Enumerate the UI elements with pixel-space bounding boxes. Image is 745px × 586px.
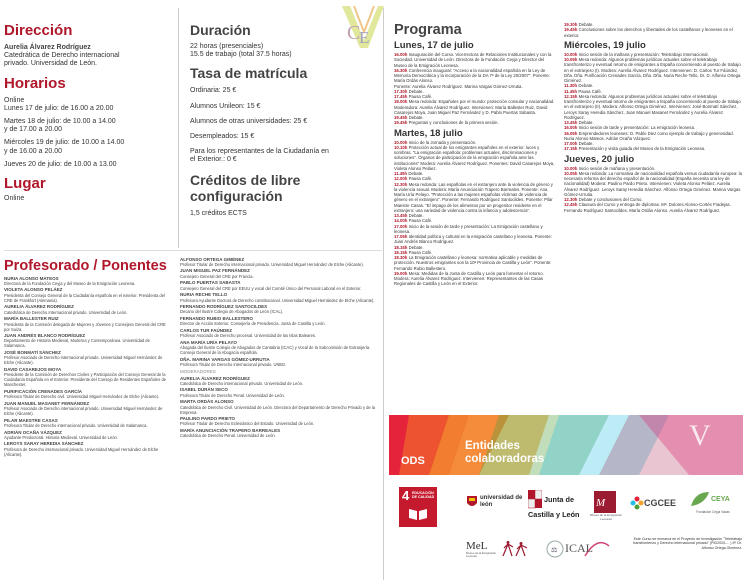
schedule-text: Mesa redonda: Las españolas en el extranjero ante la violencia de género y la violencia sexual. Modera: María Anunciación Trapero Barreales. Ponente: Ana María Uría Pelayo. "Protección a las mujeres españolas víctimas de violencia de género en el extranjero". Ponente: Fernando Rodríguez Santocildes. Ponente: Pilar Maestre Casas. "El impago de los alimentos por un progenitor residente en el extranjero: una variedad de violencia contra la infancia y adolescencia". (394, 181, 553, 213)
schedule-time: 19.45h (394, 115, 408, 120)
horario-item: Jueves 20 de julio: de 10.00 a 13.00 (4, 160, 117, 168)
schedule-text: Debate. (578, 22, 594, 27)
profesor-name: PURIFICACIÓN CRENADES GARCÍA (4, 388, 83, 394)
schedule-item (394, 99, 556, 115)
matricula-item: Alumnos Unileon: 15 € (190, 102, 261, 110)
profesor-description: Profesor Asociado de Derecho procesal. Universidad de las Islas Baleares. (180, 333, 317, 339)
profesor-description: Profesora Titular de Derecho internacional privado. UNED. (180, 362, 287, 368)
profesorado-col1 (4, 274, 172, 457)
schedule-item (394, 68, 556, 84)
profesor-description: Profesora Titular de Derecho internacional privado. Universidad de Salamanca. (4, 422, 148, 428)
schedule-text: Debate. (408, 171, 424, 176)
schedule-item (394, 234, 556, 245)
schedule-time: 12.45h (564, 202, 578, 208)
day-heading: Jueves, 20 julio (564, 153, 635, 165)
ical-text: ICAL (565, 541, 593, 555)
schedule-text: Clausura del Curso y entrega de diplomas. Mª. Dolores Alonso-Cortés Fradejas. Fernando Rodríguez Santocildes. María Ordás Alonso. Aurelia Álvarez Rodríguez. (564, 202, 731, 213)
profesorado-col2 (180, 255, 380, 438)
schedule-item (394, 224, 556, 235)
schedule-text: Pausa Café. (408, 94, 433, 99)
schedule-text: Mesa redonda: Españoles por el mundo: protección consular y nacionalidad. Moderadora: Aurelia Álvarez Rodríguez. Intervienen: María Ballester Ruiz, David Casarejos Moya, Juan Miguel Paz Fernández y D. Pablo Puertas Sabasta. (394, 99, 555, 115)
schedule-text: Debate. (408, 244, 424, 250)
schedule-text: Debate y conclusiones del Curso. (578, 197, 643, 202)
horario-item: y de 16.00 a 20.00 (4, 147, 62, 155)
schedule-time: 10.05h (564, 57, 578, 62)
schedule-text: Debate. (408, 213, 424, 218)
schedule-time: 10.00h (394, 139, 408, 145)
profesor-name: ANA MARÍA URÍA PELAYO (180, 339, 237, 345)
profesor-description: Presidenta de la Comisión delegada de Mujeres y Jóvenes y Consejera General del CRE por Suiza. (4, 321, 166, 332)
jcyl-line1: Junta de (544, 495, 575, 504)
footer-note: Este Curso se enmarca en el Proyecto de Investigación "Teletrabajo transfronterizo y Derecho internacional privado" (PID2020-... ) IP. Dr. Alfonso Ortega Giménez. (633, 537, 742, 550)
schedule-time: 18.00h (394, 99, 408, 105)
schedule-time: 12.30h (394, 181, 408, 187)
profesor-name: ALFONSO ORTEGA GIMÉNEZ (180, 256, 245, 262)
profesor-name: PABLO PUERTAS SABASTA (180, 280, 241, 286)
moe-logo (593, 490, 617, 514)
matricula-item: Ordinaria: 25 € (190, 87, 237, 95)
profesor-description: Presidenta del Consejo General de la Ciudadanía española en el exterior. Presidenta del CRE de Frankfort (Alemania). (4, 292, 165, 303)
schedule-time: 16.00h (394, 52, 408, 57)
schedule-item (564, 171, 742, 197)
profesorado-title: Profesorado / Ponentes (4, 258, 167, 274)
mel-text: MeL (466, 540, 488, 552)
profesor-name: NURIA RECHE TELLO (180, 292, 228, 298)
direccion-line: Catedrática de Derecho internacional (4, 52, 120, 60)
schedule-time: 10.05h (564, 170, 578, 176)
schedule-text: Inicio sesión de mañana y presentación. (578, 165, 656, 171)
profesor-name: PILAR MAESTRE CASAS (4, 417, 58, 423)
schedule-time: 12.00h (394, 176, 408, 182)
schedule-text: Debate. (578, 83, 594, 89)
banner-logo-v: V (689, 419, 711, 452)
schedule-time: 17.00h (564, 141, 578, 146)
ods-banner (389, 415, 743, 475)
schedule-item (394, 52, 556, 68)
profesor-description: Catedrática de Derecho Penal. Universidad de León. (180, 433, 276, 439)
mel-logo (466, 540, 500, 566)
profesor-name: JUAN MIGUEL PAZ FERNÁNDEZ (180, 268, 250, 274)
schedule-item (564, 146, 742, 151)
profesor-name: LEROYS SARAY HEREDIA SÁNCHEZ (4, 441, 84, 447)
schedule-time: 18.30h (394, 255, 408, 260)
schedule-text: Mesa redonda: Algunos problemas jurídicos actuales sobre el teletrabajo transfronterizo y eventual retorno de emigrantes a España concerniendo al puesto de trabajo en el extranjero (II). Modera: Alfonso Ortega Giménez. Intervienen: José Bonmatí Sánchez, Leroys Saray Heredia Sánchez, Juan Manuel Masanet Fernández y Aurelia Álvarez Rodríguez. (564, 93, 741, 120)
divider-left (178, 8, 179, 248)
profesor-name: MARTA ORDÁS ALONSO (180, 399, 234, 405)
entidades-line2: colaboradoras (465, 453, 545, 465)
schedule-text: Protección actual de los emigrantes españoles en el exterior: luces y sombras. "La emigración española: problemas actuales, discriminaciones y soluciones". Órganos de participación de la emigración española ante las instituciones" Modera: Aurelia Álvarez Rodríguez. Ponentes: David Casarejos Moya, Violeta Alonso Peláez. (394, 144, 555, 171)
horario-item: Lunes 17 de julio: de 16.00 a 20.00 (4, 104, 114, 112)
profesor-name: FERNANDO RODRÍGUEZ SANTOCILDES (180, 304, 268, 310)
profesor-description: Catedrática de Derecho internacional privado. Universidad de León. (180, 380, 304, 386)
schedule-time: 18.15h (394, 244, 408, 250)
profesor-description: Directora de la Fundación Ceyja y del Museo de la Emigración Leonesa. (4, 280, 136, 286)
profesor-name: CARLOS TUR FAÚNDEZ (180, 327, 232, 333)
sdg-text: EDUCACIÓN DE CALIDAD (412, 491, 435, 499)
schedule-time: 18.15h (394, 249, 408, 255)
profesor-name: AURELIA ÁLVAREZ RODRÍGUEZ (180, 375, 250, 381)
profesor-description: Catedrática de Derecho Civil. Universidad de León. Directora del Departamento de Derecho Privado y de la Empresa. (180, 404, 376, 415)
horarios-title: Horarios (4, 74, 66, 92)
divider-horizontal (4, 250, 382, 251)
schedule-text: Inauguración del Curso. Vicerrectora de Relaciones Institucionales y con la Sociedad. Universidad de León. Directora de la Fundación Ceyja y Director del Museo de la Emigración Leonesa. (394, 52, 552, 68)
schedule-time: 16.30h (394, 67, 408, 73)
profesor-description: Profesor Asociado de Derecho internacional privado. Universidad Miguel Hernández de Elche (Alicante). (4, 355, 163, 366)
profesor-description: Departamento de Historia Medieval, Moderna y Contemporánea. Universidad de Salamanca. (4, 338, 150, 349)
profesor-description: Consejero General del CRE por EEUU y vocal del Comité Único del Personal Laboral en el Exterior. (180, 285, 362, 291)
matricula-item: Desempleados: 15 € (190, 133, 255, 141)
profesor-name: VIOLETA ALONSO PELÁEZ (4, 287, 63, 293)
matricula-item: Alumnos de otras universidades: 25 € (190, 117, 308, 125)
cgcee-text: CGCEE (644, 498, 677, 508)
schedule-time: 11.45h (564, 88, 578, 94)
schedule-time: 19.45h (564, 27, 578, 33)
schedule-time: 11.30h (564, 83, 578, 89)
lugar-title: Lugar (4, 175, 46, 193)
schedule-item (564, 27, 742, 38)
direccion-title: Dirección (4, 22, 73, 39)
schedule-time: 19.45h (394, 120, 408, 126)
lugar-value: Online (4, 195, 25, 203)
profesor-description: Profesor Titular de Derecho internacional privado. Universidad Miguel Hernández de Elche (Alicante). (180, 261, 364, 267)
schedule-time: 17.45h (394, 94, 408, 99)
coat-of-arms-icon (528, 490, 542, 510)
horario-item: Martes 18 de julio: de 10.00 a 14.00 (4, 118, 116, 126)
schedule-time: 12.15h (564, 93, 578, 99)
schedule-time: 17.00h (394, 223, 408, 229)
profesor-name: FERNANDO RUBIO BALLESTERO (180, 316, 253, 322)
profesor-description: Ayudante Predoctoral. Historia Medieval. Universidad de León. (4, 434, 118, 440)
schedule-text: Inicio sesión de tarde y presentación: La emigración leonesa. (578, 125, 696, 131)
schedule-text: Debate. (578, 120, 594, 125)
profesor-description: Profesora Titular de Derecho Penal. Universidad de León. (180, 392, 285, 398)
profesor-name: MARÍA BALLESTER RUIZ (4, 316, 59, 322)
duracion-line: 22 horas (presenciales) (190, 43, 264, 50)
cgcee-logo (630, 494, 680, 514)
svg-text:M: M (596, 497, 606, 509)
schedule-item (564, 57, 742, 83)
matricula-title: Tasa de matrícula (190, 65, 308, 82)
schedule-time: 14.00h (394, 218, 408, 224)
schedule-time: 19.30h (564, 22, 578, 27)
leaf-icon (689, 490, 711, 508)
schedule-time: 19.00h (394, 270, 408, 276)
day-heading: Martes, 18 julio (394, 127, 463, 139)
direccion-name: Aurelia Álvarez Rodríguez (4, 44, 91, 51)
creditos-title: Créditos de libre (190, 171, 301, 188)
schedule-text: Inicio de la Jornada y presentación. (408, 139, 477, 145)
profesor-name: DAVID CASAREJOS MOYA (4, 366, 62, 372)
day-heading: Miércoles, 19 julio (564, 39, 646, 51)
logo-c: C (347, 22, 361, 44)
profesor-description: Abogada del Ilustre Colegio de Abogados de Cantabria (ICAC) y Vocal de la Subcomisión de Extranjería. Consejo General de la Abogacía española. (180, 345, 371, 356)
profesor-description: Profesora Titular de Derecho civil. Universidad Miguel Hernández de Elche (Alicante). (4, 394, 160, 400)
profesor-description: Consejero General del CRE por Francia. (180, 273, 254, 279)
schedule-text: Debate. (408, 115, 424, 120)
schedule-text: Pausa Café. (408, 218, 433, 224)
profesor-description: Catedrática de Derecho Internacional privado. Universidad de León. (4, 309, 128, 315)
schedule-item (394, 182, 556, 214)
ceya-text: CEYA (711, 496, 730, 503)
profesor-name: JUAN MANUEL MASANET FERNÁNDEZ (4, 400, 90, 406)
schedule-time: 17.30h (394, 88, 408, 94)
schedule-text: La Emigración castellano y leonesa: normativa aplicable y medidas de protección. Nuestros emigrantes son la 10ª Provincia de Castilla y León". Ponente: Fernando Rubio Ballestero. (394, 255, 552, 271)
sdg4-logo (399, 487, 437, 527)
schedule-time: 17.05h (394, 234, 408, 239)
ceya-sub: Fundación Ceyja Vacas (696, 510, 730, 514)
sdg-number: 4 (402, 488, 410, 503)
shield-icon (466, 495, 478, 509)
jcyl-logo (528, 490, 584, 524)
schedule-time: 13.45h (564, 120, 578, 125)
schedule-time: 13.45h (394, 213, 408, 218)
profesor-name: NURIA ALONSO MATEOS (4, 275, 59, 281)
profesor-name: JOSÉ BONMATÍ SÁNCHEZ (4, 350, 61, 356)
schedule-text: Inicio sesión de la mañana y presentación: Teletrabajo internacional. (578, 51, 709, 57)
schedule-time: 11.45h (394, 171, 408, 176)
profesor-description: Profesora de Derecho internacional privado. Universidad Miguel Hernández de Elche (Alicante). (4, 446, 159, 457)
schedule-time: 10.00h (564, 51, 578, 57)
profesor-description: Profesor Asociado de Derecho internacional privado. Universidad Miguel Hernández de Elche (Alicante). (4, 406, 163, 417)
divider-mid (383, 8, 384, 580)
profesor-name: ADRIÁN OCAÑA VÁZQUEZ (4, 429, 62, 435)
schedule-text: Conclusiones sobre los derechos y libertades de los castellanos y leoneses en el exterior. (564, 27, 733, 38)
horario-item: y de 17.00 a 20.00 (4, 126, 62, 134)
schedule-item (394, 120, 556, 125)
unileon-text: universidad de león (480, 495, 523, 508)
unileon-logo (466, 492, 526, 514)
direccion-section (4, 22, 174, 203)
profesor-name: JUAN ANDRÉS BLANCO RODRÍGUEZ (4, 333, 86, 339)
programa-left (394, 38, 556, 287)
moderadores-label: MODERADORES (180, 368, 216, 374)
mel-sub: Museo de la Emigración Leonesa (466, 551, 497, 559)
schedule-text: Debate. (408, 88, 424, 94)
schedule-text: Conferencia inaugural: "Acceso a la nacionalidad española en la Ley de Memoria Democrática y la incorporación de la DA 7ª de la Ley 20/2007". Ponente: María Ordás Alonso. (394, 67, 550, 84)
book-icon (408, 507, 428, 521)
schedule-text: Debate. (578, 141, 594, 146)
schedule-time: 10.00h (564, 165, 578, 171)
ods-label: ODS (401, 455, 425, 467)
schedule-text: Mesa redonda: Algunos problemas jurídicos actuales sobre el teletrabajo transfronterizo y eventual retorno de emigrantes a España concerniendo al puesto de trabajo en el extranjero (I). Modera: Aurelia Álvarez Rodríguez. Intervienen: D. Carlos Tur Fáúndez, Dña. Dña. Purificación Crenades García, Dña. Dña. Nuria Reche Tello, Dr. D. Alfonso Ortega Giménez. (564, 57, 741, 83)
schedule-time: 16.00h (564, 125, 578, 131)
entidades-line1: Entidades (465, 440, 520, 452)
entidades-label (465, 440, 544, 466)
ceya-logo (685, 490, 741, 524)
duracion-line: 15.5 de trabajo (total 37.5 horas) (190, 51, 292, 59)
schedule-text: Emprendedores leoneses: D. Pablo Diez como ejemplo de trabajo y generosidad. Nuria Alonso Mateos. Adrián Ocaña Vázquez. (564, 130, 734, 141)
moe-caption: Museo de la Emigración Leonesa (589, 513, 623, 521)
schedule-item (564, 94, 742, 120)
schedule-text: Preguntas y conclusiones de la primera sesión. (408, 120, 499, 126)
schedule-item (564, 131, 742, 142)
profesor-name: PAULINO PARDO PRIETO (180, 416, 236, 422)
svg-text:⚖: ⚖ (551, 547, 558, 554)
profesor-name: MARÍA ANUNCIACIÓN TRAPERO BARREALES (180, 428, 281, 434)
duracion-title: Duración (190, 22, 251, 38)
programa-right (564, 22, 742, 213)
ical-logo (545, 538, 613, 560)
schedule-text: Mesa: Medidas de la Junta de Castilla y León para fomentar el retorno. Modera: Aurelia Álvarez Rodríguez. Intervienen: Representantes de las Casas Regionales de Castilla y León en el Exterior. (394, 270, 544, 287)
programa-title: Programa (394, 22, 462, 38)
schedule-text: Identidad política y cultural en la emigración castellano y leonesa. Ponente: Juan Andrés Blanco Rodríguez. (394, 234, 552, 245)
schedule-text: Pausa Café. (408, 176, 433, 182)
schedule-text: Presentación y visita guiada del Museo de la Emigración Leonesa. (578, 146, 706, 152)
profesor-name: AURELIA ÁLVAREZ RODRÍGUEZ (4, 304, 74, 310)
cev-logo (340, 2, 390, 54)
day-heading: Lunes, 17 de julio (394, 40, 474, 51)
creditos-title: configuración (190, 187, 283, 204)
schedule-text: Pausa Café. (578, 88, 602, 94)
matricula-item: el Exterior.: 0 € (190, 156, 237, 164)
schedule-item (564, 202, 742, 213)
profesor-description: Director de Acción Exterior. Consejería de Presidencia. Junta de Castilla y León. (180, 321, 326, 327)
figures-logo (500, 540, 530, 558)
profesor-description: Presidente de la Comisión de Derechos Civiles y Participación del Consejo General de la Ciudadanía Española en el Exterior. Presidente del Consejo de Residentes Españoles de Manchester. (4, 372, 167, 388)
direccion-line: privado. Universidad de León. (4, 60, 98, 68)
schedule-text: Pausa Café. (408, 249, 433, 255)
profesor-name: ISABEL DURÁN SECO (180, 387, 228, 393)
schedule-item (394, 255, 556, 271)
schedule-time: 16.05h (564, 130, 578, 136)
schedule-item (394, 271, 556, 287)
profesor-description: Decano del Ilustre Colegio de Abogados de León (ICAL). (180, 309, 284, 315)
creditos-value: 1,5 créditos ECTS (190, 209, 247, 217)
schedule-time: 17.15h (564, 146, 578, 152)
profesor-description: Profesor Titular de Derecho Eclesiástico del Estado. Universidad de León. (180, 421, 315, 427)
horario-item: Online (4, 96, 25, 104)
schedule-time: 10.10h (394, 144, 408, 150)
profesor-name: DÑA. MARINA VARGAS GÓMEZ-URRUTIA (180, 356, 270, 362)
jcyl-text (544, 496, 584, 504)
schedule-text: Ponente: Aurelia Álvarez Rodríguez. Marina Vargas Gómez-Urrutia. (394, 83, 523, 89)
horario-item: Miércoles 19 de julio: de 10.00 a 14.00 (4, 139, 125, 147)
schedule-item (394, 145, 556, 171)
schedule-text: Mesa redonda: La normativa de nacionalidad española versus ciudadanía europea: la necesaria reforma del derecho español de la nacionalidad (España necesita una ley de nacionalidad) Modera: Paulino Pardo Prieto. Intervienen: Violeta Alonso Peláez. Aurelia Álvarez Rodríguez. Leroys Saray Heredia Sánchez. Alfonso Ortega Giménez. Marina Vargas Gómez-Urrutia. (564, 170, 742, 197)
schedule-time: 12.30h (564, 197, 578, 202)
profesor-description: Profesora Ayudante Doctora de Derecho constitucional. Universidad Miguel Hernández de Elche (Alicante). (180, 297, 375, 303)
logo-e: E (359, 28, 370, 47)
jcyl-line2: Castilla y León (528, 510, 580, 519)
flower-icon (630, 496, 644, 510)
matricula-item: Para los representantes de la Ciudadanía en (190, 148, 329, 156)
schedule-text: Inicio de la sesión de tarde y presentación: La Emigración castellano y leonesa. (394, 223, 543, 234)
